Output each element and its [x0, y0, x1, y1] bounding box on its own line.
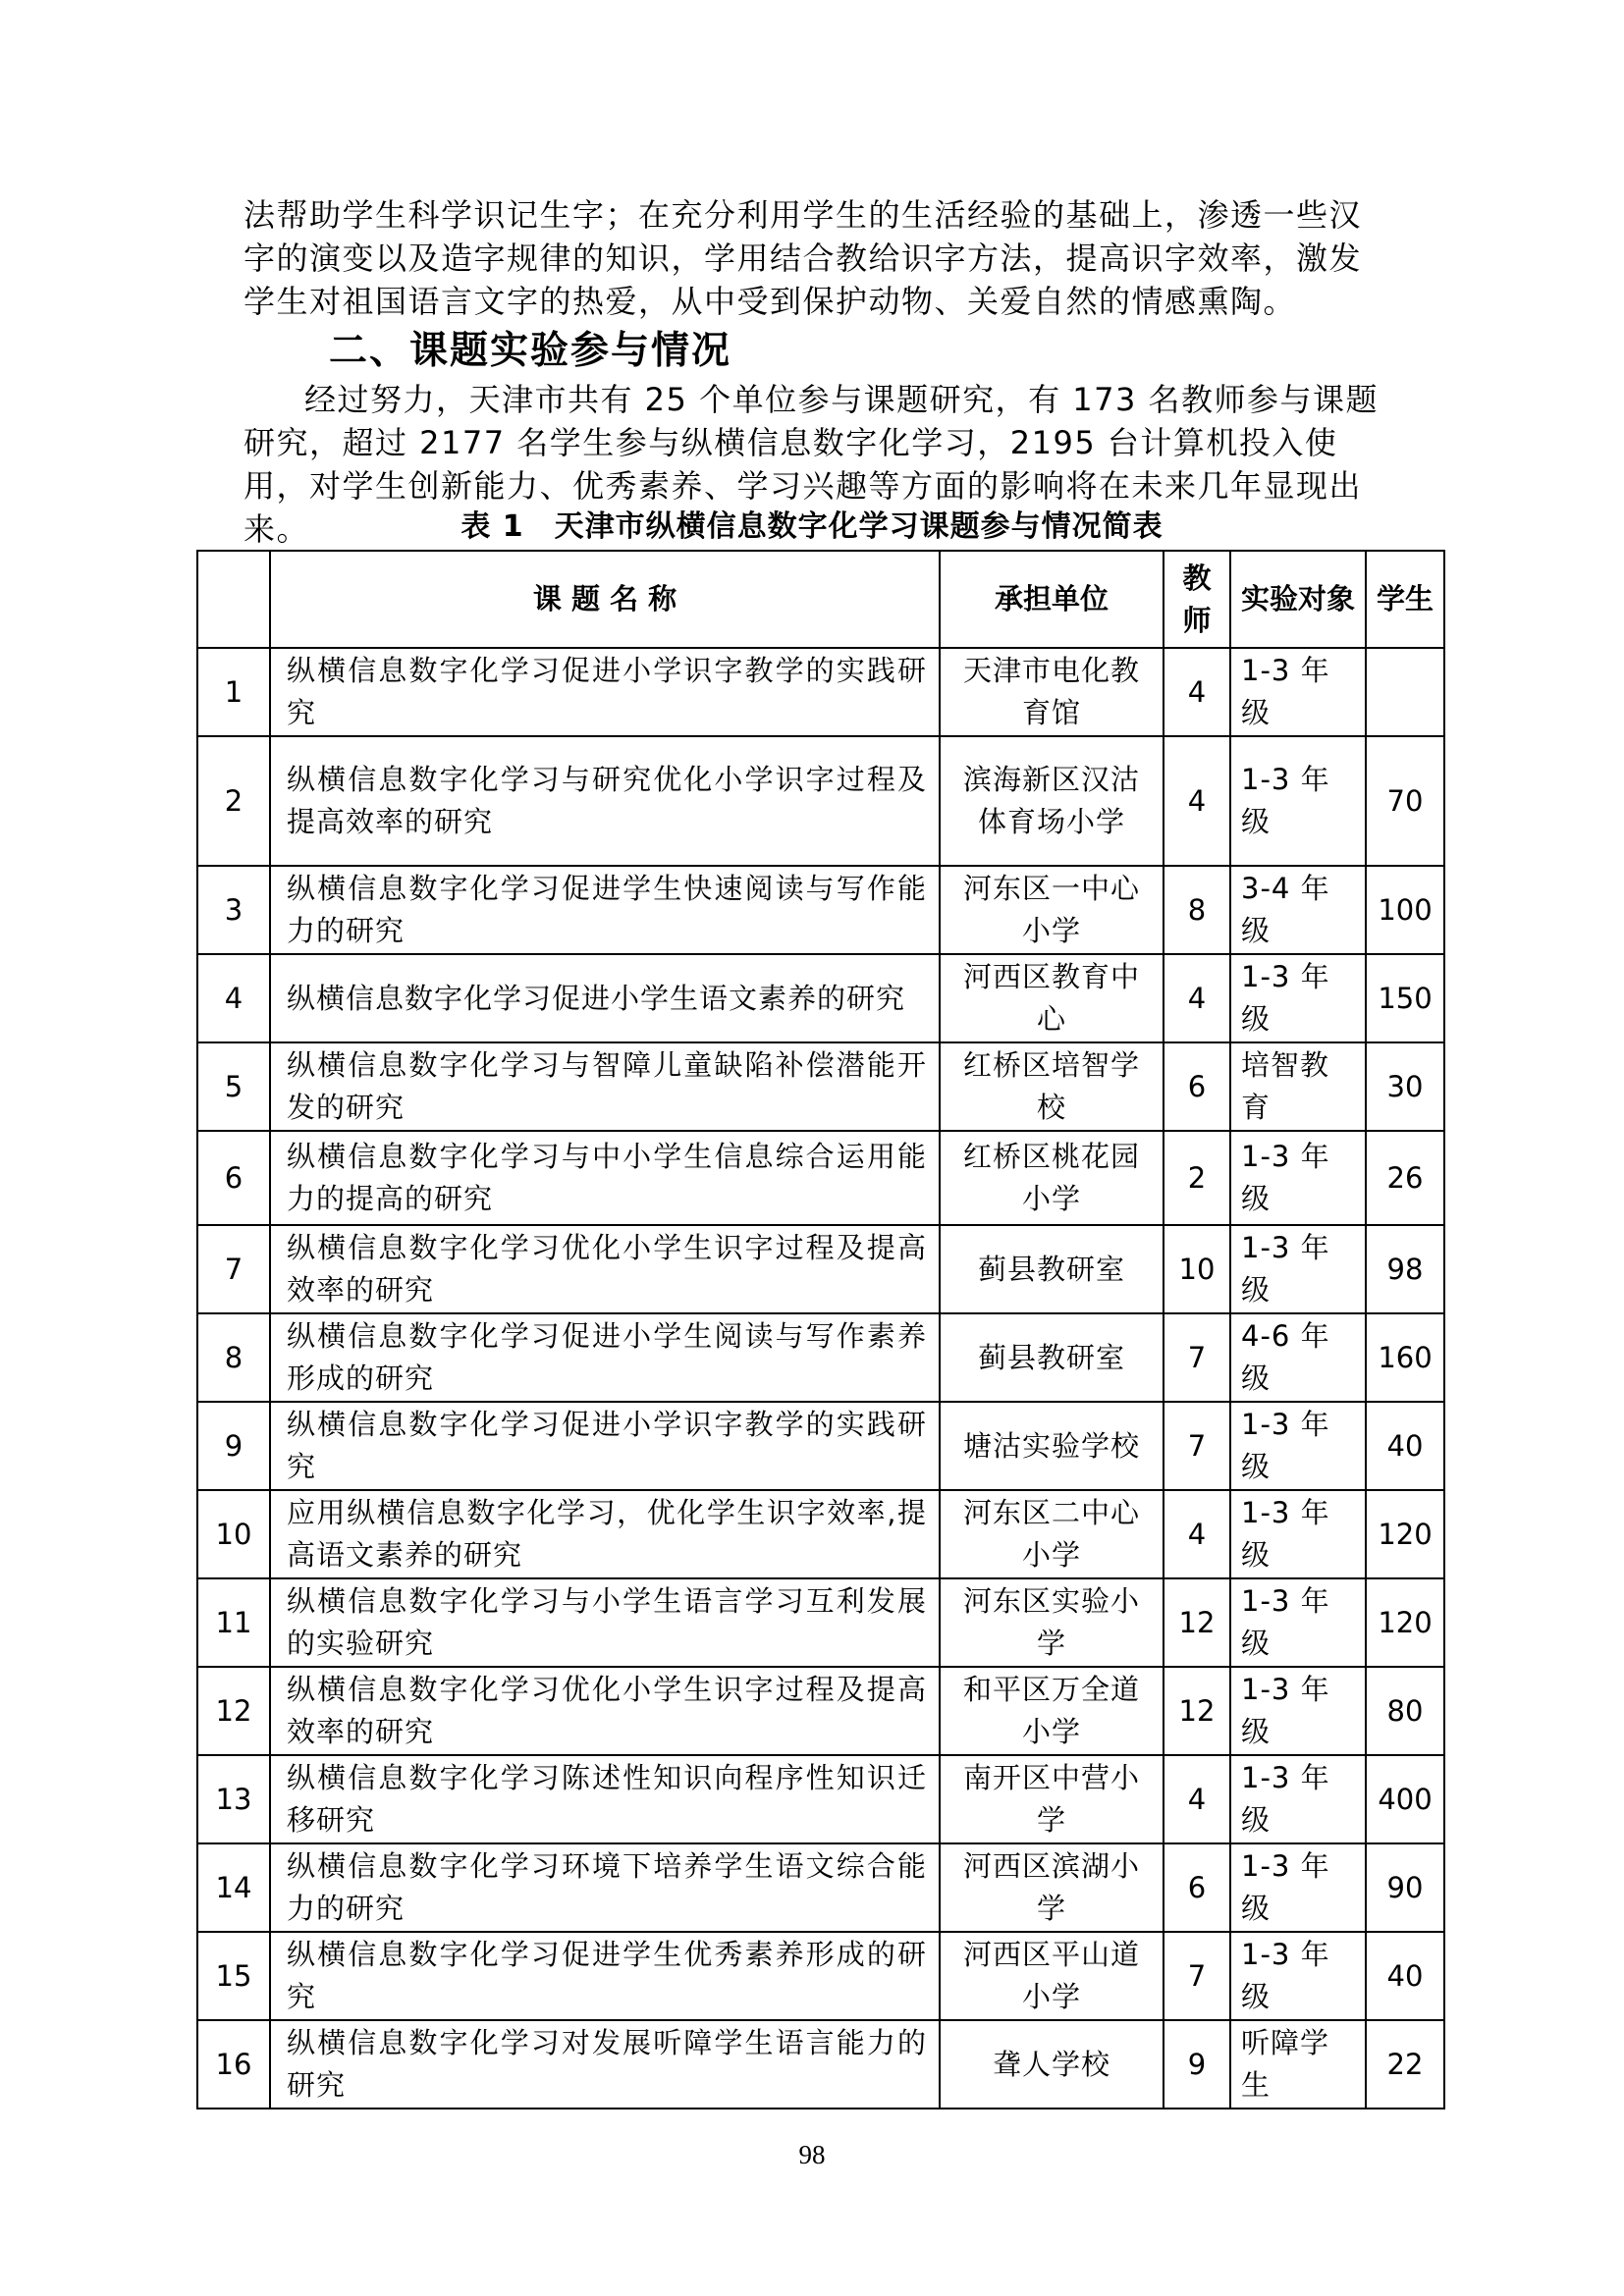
row-teachers: 12 [1164, 1578, 1230, 1667]
row-target: 听障学生 [1230, 2020, 1366, 2109]
row-target: 培智教育 [1230, 1042, 1366, 1131]
row-number: 10 [197, 1490, 270, 1578]
row-number: 4 [197, 954, 270, 1042]
row-students: 160 [1366, 1313, 1444, 1402]
row-number: 8 [197, 1313, 270, 1402]
row-unit: 河东区实验小学 [940, 1578, 1164, 1667]
row-number: 7 [197, 1225, 270, 1313]
row-students: 90 [1366, 1843, 1444, 1932]
row-unit: 河西区滨湖小学 [940, 1843, 1164, 1932]
row-number: 14 [197, 1843, 270, 1932]
table-row [197, 954, 1444, 1042]
row-unit: 河东区一中心小学 [940, 866, 1164, 954]
table-row [197, 736, 1444, 866]
row-students: 26 [1366, 1131, 1444, 1225]
row-target: 1-3 年级 [1230, 1667, 1366, 1755]
row-students [1366, 648, 1444, 736]
row-number: 5 [197, 1042, 270, 1131]
row-unit: 滨海新区汉沽体育场小学 [940, 736, 1164, 866]
table-row [197, 1667, 1444, 1755]
table-header-row [197, 551, 1444, 648]
row-teachers: 6 [1164, 1042, 1230, 1131]
row-title: 纵横信息数字化学习与中小学生信息综合运用能力的提高的研究 [270, 1131, 940, 1225]
row-teachers: 12 [1164, 1667, 1230, 1755]
row-students: 400 [1366, 1755, 1444, 1843]
row-unit: 河西区教育中心 [940, 954, 1164, 1042]
row-number: 11 [197, 1578, 270, 1667]
row-students: 30 [1366, 1042, 1444, 1131]
row-teachers: 10 [1164, 1225, 1230, 1313]
row-students: 98 [1366, 1225, 1444, 1313]
participation-table [196, 550, 1445, 2109]
row-teachers: 7 [1164, 1402, 1230, 1490]
row-title: 应用纵横信息数字化学习，优化学生识字效率,提高语文素养的研究 [270, 1490, 940, 1578]
table-row [197, 1755, 1444, 1843]
intro-paragraph: 法帮助学生科学识记生字；在充分利用学生的生活经验的基础上，渗透一些汉字的演变以及造字规律的知识，学用结合教给识字方法，提高识字效率，激发学生对祖国语言文字的热爱，从中受到保护动物、关爱自然的情感熏陶。 [244, 196, 1363, 320]
row-title: 纵横信息数字化学习对发展听障学生语言能力的研究 [270, 2020, 940, 2109]
table-row [197, 1402, 1444, 1490]
row-target: 1-3 年级 [1230, 1843, 1366, 1932]
row-target: 1-3 年级 [1230, 648, 1366, 736]
row-teachers: 8 [1164, 866, 1230, 954]
row-title: 纵横信息数字化学习优化小学生识字过程及提高效率的研究 [270, 1667, 940, 1755]
row-title: 纵横信息数字化学习与智障儿童缺陷补偿潜能开发的研究 [270, 1042, 940, 1131]
row-number: 3 [197, 866, 270, 954]
row-title: 纵横信息数字化学习陈述性知识向程序性知识迁移研究 [270, 1755, 940, 1843]
row-target: 1-3 年级 [1230, 1402, 1366, 1490]
row-unit: 河东区二中心小学 [940, 1490, 1164, 1578]
row-number: 12 [197, 1667, 270, 1755]
row-title: 纵横信息数字化学习与研究优化小学识字过程及提高效率的研究 [270, 736, 940, 866]
table-row [197, 1932, 1444, 2020]
section-heading: 二、课题实验参与情况 [329, 329, 732, 373]
row-number: 6 [197, 1131, 270, 1225]
row-teachers: 4 [1164, 1755, 1230, 1843]
row-unit: 天津市电化教育馆 [940, 648, 1164, 736]
row-unit: 聋人学校 [940, 2020, 1164, 2109]
row-number: 16 [197, 2020, 270, 2109]
table-row [197, 648, 1444, 736]
row-unit: 蓟县教研室 [940, 1313, 1164, 1402]
header-teachers: 教师 [1164, 551, 1230, 648]
row-target: 1-3 年级 [1230, 1490, 1366, 1578]
row-target: 1-3 年级 [1230, 1578, 1366, 1667]
row-unit: 和平区万全道小学 [940, 1667, 1164, 1755]
table-row [197, 2020, 1444, 2109]
row-unit: 红桥区培智学校 [940, 1042, 1164, 1131]
row-target: 1-3 年级 [1230, 1755, 1366, 1843]
table-caption: 表 1 天津市纵横信息数字化学习课题参与情况简表 [460, 509, 1164, 544]
row-teachers: 9 [1164, 2020, 1230, 2109]
row-students: 120 [1366, 1490, 1444, 1578]
row-students: 40 [1366, 1932, 1444, 2020]
page-number: 98 [798, 2140, 826, 2169]
row-students: 70 [1366, 736, 1444, 866]
row-number: 13 [197, 1755, 270, 1843]
row-title: 纵横信息数字化学习促进小学生语文素养的研究 [270, 954, 940, 1042]
row-students: 80 [1366, 1667, 1444, 1755]
row-target: 1-3 年级 [1230, 954, 1366, 1042]
header-no [197, 551, 270, 648]
table-row [197, 866, 1444, 954]
row-title: 纵横信息数字化学习促进学生优秀素养形成的研究 [270, 1932, 940, 2020]
table-row [197, 1578, 1444, 1667]
row-students: 40 [1366, 1402, 1444, 1490]
row-students: 120 [1366, 1578, 1444, 1667]
row-teachers: 4 [1164, 648, 1230, 736]
row-students: 150 [1366, 954, 1444, 1042]
row-students: 100 [1366, 866, 1444, 954]
row-unit: 蓟县教研室 [940, 1225, 1164, 1313]
row-title: 纵横信息数字化学习环境下培养学生语文综合能力的研究 [270, 1843, 940, 1932]
row-teachers: 2 [1164, 1131, 1230, 1225]
table-row [197, 1313, 1444, 1402]
row-unit: 南开区中营小学 [940, 1755, 1164, 1843]
row-target: 1-3 年级 [1230, 736, 1366, 866]
table-row [197, 1225, 1444, 1313]
row-unit: 塘沽实验学校 [940, 1402, 1164, 1490]
row-number: 9 [197, 1402, 270, 1490]
row-title: 纵横信息数字化学习促进小学生阅读与写作素养形成的研究 [270, 1313, 940, 1402]
row-target: 1-3 年级 [1230, 1932, 1366, 2020]
row-title: 纵横信息数字化学习促进学生快速阅读与写作能力的研究 [270, 866, 940, 954]
row-target: 3-4 年级 [1230, 866, 1366, 954]
row-teachers: 4 [1164, 954, 1230, 1042]
header-unit: 承担单位 [940, 551, 1164, 648]
row-teachers: 7 [1164, 1932, 1230, 2020]
row-title: 纵横信息数字化学习优化小学生识字过程及提高效率的研究 [270, 1225, 940, 1313]
row-title: 纵横信息数字化学习促进小学识字教学的实践研究 [270, 648, 940, 736]
row-number: 2 [197, 736, 270, 866]
row-unit: 红桥区桃花园小学 [940, 1131, 1164, 1225]
table-row [197, 1131, 1444, 1225]
table-row [197, 1042, 1444, 1131]
table-row [197, 1843, 1444, 1932]
row-teachers: 4 [1164, 1490, 1230, 1578]
row-target: 1-3 年级 [1230, 1225, 1366, 1313]
row-number: 15 [197, 1932, 270, 2020]
header-target: 实验对象 [1230, 551, 1366, 648]
row-unit: 河西区平山道小学 [940, 1932, 1164, 2020]
row-target: 1-3 年级 [1230, 1131, 1366, 1225]
row-students: 22 [1366, 2020, 1444, 2109]
row-teachers: 6 [1164, 1843, 1230, 1932]
row-number: 1 [197, 648, 270, 736]
row-teachers: 7 [1164, 1313, 1230, 1402]
row-target: 4-6 年级 [1230, 1313, 1366, 1402]
row-title: 纵横信息数字化学习与小学生语言学习互利发展的实验研究 [270, 1578, 940, 1667]
header-students: 学生 [1366, 551, 1444, 648]
row-teachers: 4 [1164, 736, 1230, 866]
row-title: 纵横信息数字化学习促进小学识字教学的实践研究 [270, 1402, 940, 1490]
header-title: 课 题 名 称 [270, 551, 940, 648]
section-paragraph: 经过努力，天津市共有 25 个单位参与课题研究，有 173 名教师参与课题研究，超过 2177 名学生参与纵横信息数字化学习，2195 台计算机投入使用，对学生创新能力、优秀素养、学习兴趣等方面的影响将在未来几年显现出来。 [244, 381, 1379, 548]
table-body [197, 648, 1444, 2109]
table-row [197, 1490, 1444, 1578]
